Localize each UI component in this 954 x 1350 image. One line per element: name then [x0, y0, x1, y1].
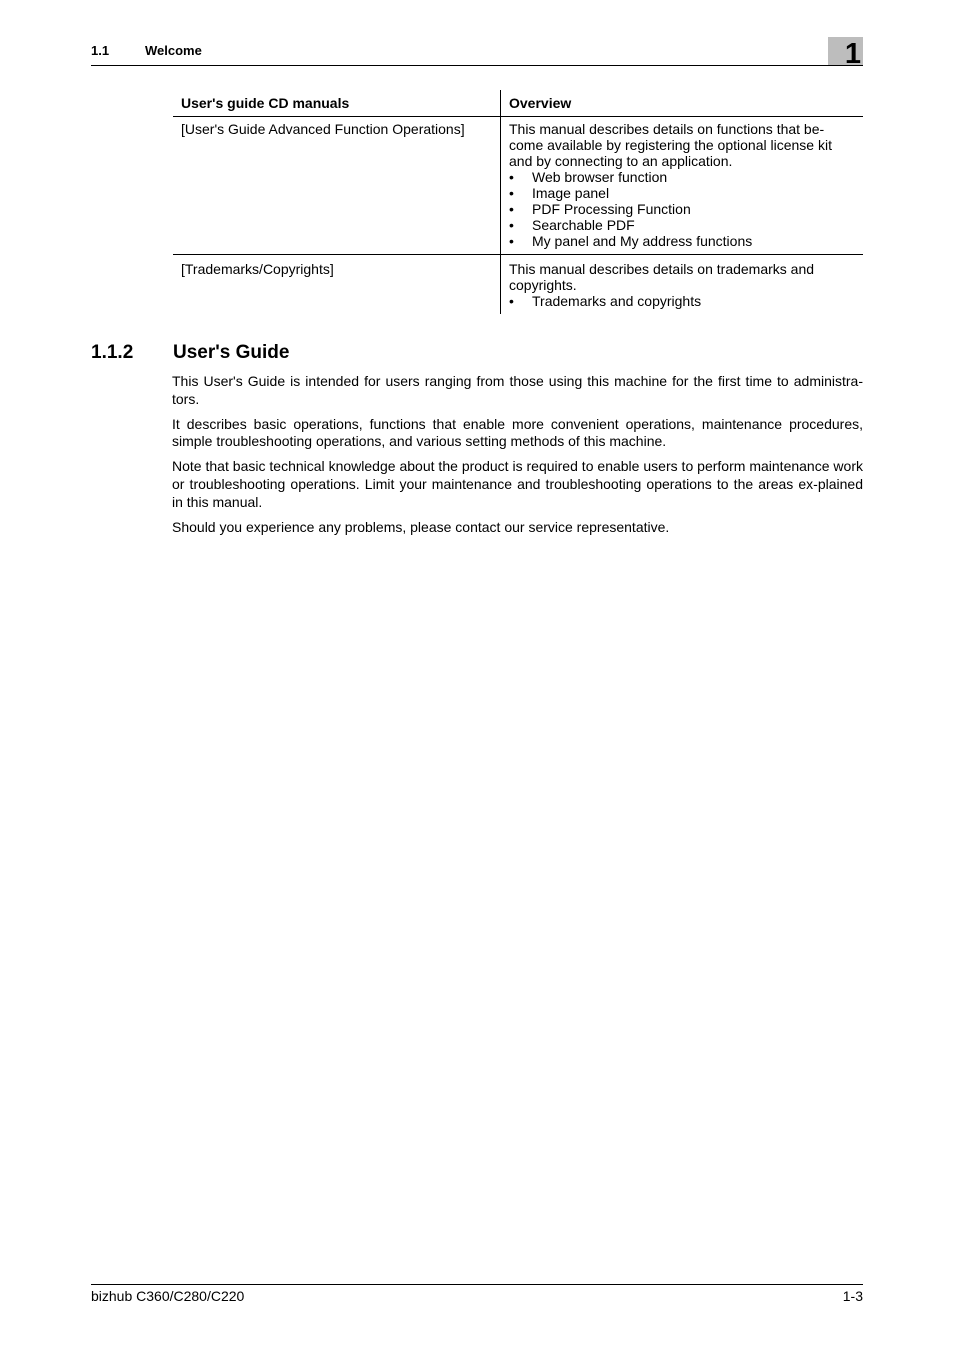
overview-line: copyrights. [509, 277, 577, 293]
list-item: • Web browser function [509, 169, 855, 185]
list-item: • My panel and My address functions [509, 233, 855, 249]
overview-line: come available by registering the optional license kit [509, 137, 832, 153]
paragraph: It describes basic operations, functions that enable more convenient operations, maintenance procedures, simple troubleshooting operations, and various setting methods of this machine. [172, 415, 863, 450]
paragraph: Note that basic technical knowledge about the product is required to enable users to perform maintenance work or troubleshooting operations. Limit your maintenance and troubleshooting operations to the areas ex-plained in this manual. [172, 458, 863, 510]
section-title: User's Guide [173, 342, 290, 363]
footer-page-number: 1-3 [842, 1288, 863, 1304]
footer-product-name: bizhub C360/C280/C220 [91, 1288, 245, 1304]
list-item: • Image panel [509, 185, 855, 201]
header-section-number: 1.1 [91, 43, 110, 58]
overview-line: This manual describes details on trademarks and [509, 261, 815, 277]
column-header-overview: Overview [509, 95, 572, 111]
overview-bullet-list [509, 169, 855, 249]
overview-line: This manual describes details on functions that be- [509, 121, 825, 137]
overview-cell [501, 255, 864, 315]
section-heading [91, 342, 289, 364]
table-row [173, 255, 863, 315]
paragraph: Should you experience any problems, please contact our service representative. [172, 518, 670, 535]
column-header-manuals: User's guide CD manuals [173, 90, 501, 117]
section-body [172, 373, 863, 544]
manuals-table [173, 90, 863, 314]
overview-text [509, 261, 855, 293]
header-section-title: Welcome [145, 43, 202, 58]
running-footer [91, 1284, 863, 1304]
overview-cell [501, 117, 864, 255]
chapter-number-badge: 1 [828, 37, 863, 65]
section-number: 1.1.2 [91, 342, 134, 363]
table-header-row [173, 90, 863, 117]
list-item: • Trademarks and copyrights [509, 293, 855, 309]
list-item: • PDF Processing Function [509, 201, 855, 217]
paragraph: This User's Guide is intended for users ranging from those using this machine for the first time to administra-tors. [172, 373, 863, 407]
running-header [91, 40, 863, 66]
table-row [173, 117, 863, 255]
overview-text [509, 121, 855, 169]
list-item: • Searchable PDF [509, 217, 855, 233]
manual-name-cell: [User's Guide Advanced Function Operations] [173, 117, 501, 255]
overview-bullet-list [509, 293, 855, 309]
overview-line: and by connecting to an application. [509, 153, 733, 169]
manual-name-cell: [Trademarks/Copyrights] [173, 255, 501, 315]
